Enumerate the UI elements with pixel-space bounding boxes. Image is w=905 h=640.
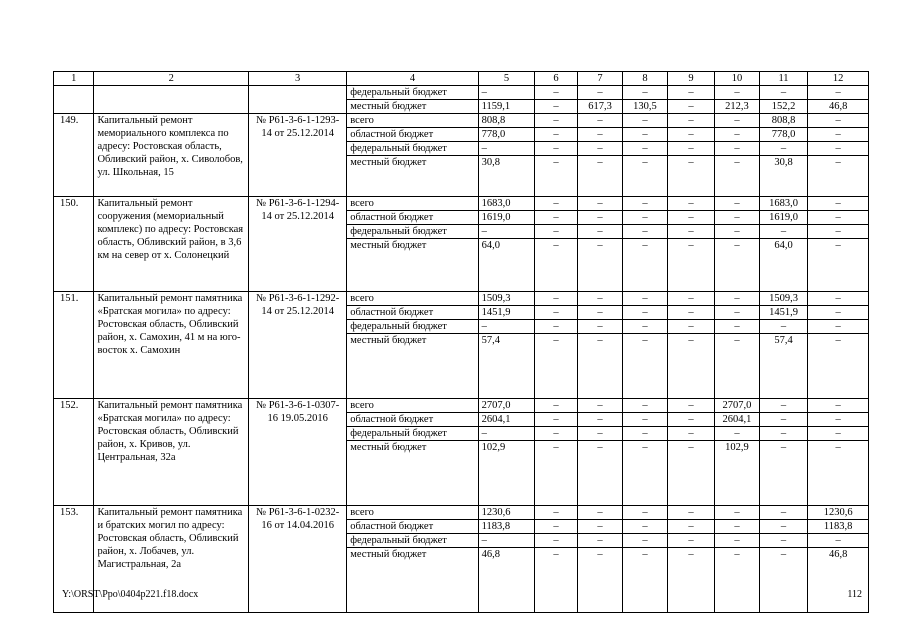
- header-cell: 9: [667, 72, 715, 86]
- value-cell: –: [667, 156, 715, 197]
- value-cell: –: [759, 441, 808, 506]
- value-cell: –: [577, 156, 623, 197]
- value-cell: –: [715, 520, 759, 534]
- funding-type-cell: областной бюджет: [347, 128, 478, 142]
- value-cell: –: [808, 441, 869, 506]
- name-cell: [94, 86, 249, 114]
- value-cell: –: [623, 427, 667, 441]
- value-cell: –: [535, 292, 577, 306]
- value-cell: –: [808, 197, 869, 211]
- value-cell: –: [667, 128, 715, 142]
- footer-file-path: Y:\ORST\Ppo\0404p221.f18.docx: [62, 589, 199, 600]
- value-cell: 64,0: [478, 239, 535, 292]
- value-cell: –: [535, 534, 577, 548]
- value-cell: –: [535, 211, 577, 225]
- header-cell: 6: [535, 72, 577, 86]
- value-cell: –: [715, 534, 759, 548]
- value-cell: –: [715, 334, 759, 399]
- value-cell: –: [715, 114, 759, 128]
- value-cell: –: [577, 142, 623, 156]
- value-cell: –: [667, 334, 715, 399]
- value-cell: –: [759, 534, 808, 548]
- value-cell: –: [577, 534, 623, 548]
- value-cell: –: [808, 225, 869, 239]
- value-cell: –: [667, 399, 715, 413]
- value-cell: –: [623, 320, 667, 334]
- value-cell: –: [667, 506, 715, 520]
- funding-type-cell: федеральный бюджет: [347, 225, 478, 239]
- header-cell: 1: [54, 72, 94, 86]
- value-cell: –: [808, 292, 869, 306]
- value-cell: –: [535, 427, 577, 441]
- funding-type-cell: областной бюджет: [347, 520, 478, 534]
- value-cell: –: [623, 506, 667, 520]
- header-cell: 12: [808, 72, 869, 86]
- entry-number: 150.: [54, 197, 94, 292]
- value-cell: 1619,0: [478, 211, 535, 225]
- value-cell: –: [577, 427, 623, 441]
- value-cell: –: [808, 128, 869, 142]
- value-cell: –: [759, 413, 808, 427]
- entry-document: № Р61-3-6-1-0232-16 от 14.04.2016: [249, 506, 347, 613]
- header-cell: 3: [249, 72, 347, 86]
- value-cell: –: [667, 239, 715, 292]
- funding-type-cell: областной бюджет: [347, 306, 478, 320]
- value-cell: –: [535, 142, 577, 156]
- value-cell: –: [715, 211, 759, 225]
- entry-document: № Р61-3-6-1-1292-14 от 25.12.2014: [249, 292, 347, 399]
- value-cell: –: [577, 413, 623, 427]
- value-cell: 212,3: [715, 100, 759, 114]
- value-cell: 1509,3: [759, 292, 808, 306]
- value-cell: –: [759, 320, 808, 334]
- footer-page-number: 112: [847, 589, 862, 600]
- value-cell: –: [577, 548, 623, 613]
- value-cell: –: [535, 225, 577, 239]
- value-cell: –: [759, 506, 808, 520]
- value-cell: –: [535, 114, 577, 128]
- value-cell: –: [808, 320, 869, 334]
- value-cell: 778,0: [759, 128, 808, 142]
- value-cell: 1619,0: [759, 211, 808, 225]
- value-cell: –: [715, 128, 759, 142]
- entry-name: Капитальный ремонт памятника «Братская могила» по адресу: Ростовская область, Обливский район, х. Самохин, 41 м на юго-восток х. Самохин: [94, 292, 249, 399]
- value-cell: 808,8: [759, 114, 808, 128]
- value-cell: 617,3: [577, 100, 623, 114]
- value-cell: –: [623, 114, 667, 128]
- value-cell: –: [577, 320, 623, 334]
- value-cell: 2707,0: [478, 399, 535, 413]
- value-cell: –: [759, 142, 808, 156]
- value-cell: –: [535, 306, 577, 320]
- value-cell: 2604,1: [478, 413, 535, 427]
- entry-name: Капитальный ремонт мемориального комплекса по адресу: Ростовская область, Обливский район, х. Сиволобов, ул. Школьная, 15: [94, 114, 249, 197]
- value-cell: –: [478, 225, 535, 239]
- value-cell: –: [808, 427, 869, 441]
- value-cell: –: [808, 399, 869, 413]
- value-cell: –: [667, 100, 715, 114]
- funding-type-cell: всего: [347, 292, 478, 306]
- value-cell: 1683,0: [478, 197, 535, 211]
- table-row: [54, 506, 869, 520]
- value-cell: –: [808, 211, 869, 225]
- value-cell: –: [577, 399, 623, 413]
- value-cell: –: [623, 334, 667, 399]
- value-cell: 30,8: [759, 156, 808, 197]
- value-cell: –: [577, 128, 623, 142]
- table-row: [54, 292, 869, 306]
- funding-type-cell: федеральный бюджет: [347, 534, 478, 548]
- value-cell: 1451,9: [759, 306, 808, 320]
- value-cell: –: [577, 225, 623, 239]
- header-cell: 2: [94, 72, 249, 86]
- value-cell: –: [535, 441, 577, 506]
- entry-document: № Р61-3-6-1-1293-14 от 25.12.2014: [249, 114, 347, 197]
- value-cell: –: [623, 86, 667, 100]
- value-cell: –: [667, 225, 715, 239]
- value-cell: –: [623, 548, 667, 613]
- value-cell: –: [623, 399, 667, 413]
- value-cell: –: [478, 142, 535, 156]
- value-cell: –: [577, 506, 623, 520]
- funding-type-cell: местный бюджет: [347, 441, 478, 506]
- funding-type-cell: местный бюджет: [347, 156, 478, 197]
- value-cell: –: [478, 534, 535, 548]
- value-cell: 1230,6: [478, 506, 535, 520]
- value-cell: 1183,8: [478, 520, 535, 534]
- value-cell: –: [535, 399, 577, 413]
- doc-cell: [249, 86, 347, 114]
- value-cell: –: [623, 292, 667, 306]
- header-cell: 5: [478, 72, 535, 86]
- value-cell: –: [715, 427, 759, 441]
- value-cell: 1183,8: [808, 520, 869, 534]
- funding-type-cell: местный бюджет: [347, 334, 478, 399]
- value-cell: –: [759, 225, 808, 239]
- value-cell: –: [535, 520, 577, 534]
- value-cell: –: [715, 86, 759, 100]
- funding-type-cell: всего: [347, 114, 478, 128]
- value-cell: –: [715, 239, 759, 292]
- value-cell: 64,0: [759, 239, 808, 292]
- value-cell: –: [759, 548, 808, 613]
- value-cell: –: [577, 211, 623, 225]
- value-cell: –: [535, 334, 577, 399]
- value-cell: –: [667, 292, 715, 306]
- header-cell: 8: [623, 72, 667, 86]
- value-cell: –: [623, 413, 667, 427]
- value-cell: –: [623, 239, 667, 292]
- value-cell: –: [759, 520, 808, 534]
- value-cell: –: [623, 197, 667, 211]
- value-cell: –: [715, 156, 759, 197]
- value-cell: –: [808, 86, 869, 100]
- value-cell: –: [808, 534, 869, 548]
- funding-type-cell: федеральный бюджет: [347, 86, 478, 100]
- value-cell: –: [577, 520, 623, 534]
- value-cell: 1451,9: [478, 306, 535, 320]
- value-cell: 57,4: [759, 334, 808, 399]
- table-row: [54, 114, 869, 128]
- value-cell: 1509,3: [478, 292, 535, 306]
- value-cell: 152,2: [759, 100, 808, 114]
- value-cell: –: [808, 306, 869, 320]
- value-cell: –: [535, 506, 577, 520]
- value-cell: –: [667, 520, 715, 534]
- value-cell: 102,9: [715, 441, 759, 506]
- value-cell: –: [623, 225, 667, 239]
- value-cell: –: [667, 441, 715, 506]
- funding-type-cell: местный бюджет: [347, 548, 478, 613]
- header-cell: 7: [577, 72, 623, 86]
- entry-document: № Р61-3-6-1-0307-16 19.05.2016: [249, 399, 347, 506]
- funding-type-cell: всего: [347, 506, 478, 520]
- funding-type-cell: федеральный бюджет: [347, 427, 478, 441]
- funding-type-cell: местный бюджет: [347, 239, 478, 292]
- value-cell: –: [715, 142, 759, 156]
- table-row: [54, 197, 869, 211]
- value-cell: –: [577, 197, 623, 211]
- value-cell: –: [478, 86, 535, 100]
- value-cell: –: [808, 114, 869, 128]
- funding-type-cell: областной бюджет: [347, 211, 478, 225]
- funding-type-cell: всего: [347, 197, 478, 211]
- entry-number: 149.: [54, 114, 94, 197]
- value-cell: –: [715, 306, 759, 320]
- value-cell: 778,0: [478, 128, 535, 142]
- header-cell: 11: [759, 72, 808, 86]
- value-cell: –: [759, 427, 808, 441]
- value-cell: –: [623, 441, 667, 506]
- value-cell: 808,8: [478, 114, 535, 128]
- entry-name: Капитальный ремонт памятника «Братская могила» по адресу: Ростовская область, Обливский район, х. Кривов, ул. Центральная, 32а: [94, 399, 249, 506]
- value-cell: –: [715, 506, 759, 520]
- value-cell: –: [667, 306, 715, 320]
- value-cell: –: [535, 197, 577, 211]
- budget-table: [53, 71, 869, 613]
- number-cell: [54, 86, 94, 114]
- value-cell: 2604,1: [715, 413, 759, 427]
- value-cell: –: [577, 441, 623, 506]
- value-cell: 46,8: [808, 100, 869, 114]
- value-cell: –: [667, 534, 715, 548]
- value-cell: –: [808, 413, 869, 427]
- value-cell: –: [667, 197, 715, 211]
- value-cell: –: [535, 320, 577, 334]
- value-cell: –: [759, 86, 808, 100]
- value-cell: –: [535, 86, 577, 100]
- value-cell: 102,9: [478, 441, 535, 506]
- funding-type-cell: всего: [347, 399, 478, 413]
- table-row: [54, 399, 869, 413]
- entry-number: 153.: [54, 506, 94, 613]
- value-cell: –: [715, 320, 759, 334]
- value-cell: –: [623, 534, 667, 548]
- value-cell: –: [535, 548, 577, 613]
- value-cell: –: [577, 239, 623, 292]
- value-cell: 46,8: [478, 548, 535, 613]
- value-cell: –: [667, 142, 715, 156]
- value-cell: –: [667, 320, 715, 334]
- value-cell: –: [577, 114, 623, 128]
- funding-type-cell: федеральный бюджет: [347, 320, 478, 334]
- entry-name: Капитальный ремонт памятника и братских могил по адресу: Ростовская область, Обливский район, х. Лобачев, ул. Магистральная, 2а: [94, 506, 249, 613]
- value-cell: –: [667, 114, 715, 128]
- value-cell: –: [667, 427, 715, 441]
- value-cell: 1159,1: [478, 100, 535, 114]
- value-cell: –: [623, 128, 667, 142]
- value-cell: –: [535, 413, 577, 427]
- value-cell: 1683,0: [759, 197, 808, 211]
- header-cell: 10: [715, 72, 759, 86]
- value-cell: –: [667, 548, 715, 613]
- value-cell: –: [577, 86, 623, 100]
- value-cell: –: [623, 211, 667, 225]
- value-cell: –: [623, 520, 667, 534]
- entry-number: 151.: [54, 292, 94, 399]
- value-cell: –: [667, 86, 715, 100]
- value-cell: –: [667, 413, 715, 427]
- funding-type-cell: местный бюджет: [347, 100, 478, 114]
- entry-number: 152.: [54, 399, 94, 506]
- value-cell: 130,5: [623, 100, 667, 114]
- value-cell: –: [715, 225, 759, 239]
- value-cell: 46,8: [808, 548, 869, 613]
- value-cell: –: [577, 292, 623, 306]
- value-cell: –: [715, 548, 759, 613]
- value-cell: 2707,0: [715, 399, 759, 413]
- value-cell: –: [478, 320, 535, 334]
- value-cell: –: [808, 142, 869, 156]
- value-cell: –: [535, 239, 577, 292]
- table-row: [54, 86, 869, 100]
- value-cell: –: [808, 334, 869, 399]
- value-cell: 30,8: [478, 156, 535, 197]
- value-cell: 1230,6: [808, 506, 869, 520]
- value-cell: –: [535, 156, 577, 197]
- value-cell: –: [478, 427, 535, 441]
- entry-name: Капитальный ремонт сооружения (мемориальный комплекс) по адресу: Ростовская область, Обливский район, в 3,6 км на север от х. Солонецкий: [94, 197, 249, 292]
- value-cell: –: [667, 211, 715, 225]
- header-row: [54, 72, 869, 86]
- value-cell: –: [715, 197, 759, 211]
- value-cell: –: [577, 334, 623, 399]
- value-cell: –: [715, 292, 759, 306]
- value-cell: –: [808, 156, 869, 197]
- value-cell: –: [808, 239, 869, 292]
- value-cell: 57,4: [478, 334, 535, 399]
- value-cell: –: [535, 100, 577, 114]
- funding-type-cell: областной бюджет: [347, 413, 478, 427]
- entry-document: № Р61-3-6-1-1294-14 от 25.12.2014: [249, 197, 347, 292]
- value-cell: –: [759, 399, 808, 413]
- value-cell: –: [623, 156, 667, 197]
- value-cell: –: [535, 128, 577, 142]
- funding-type-cell: федеральный бюджет: [347, 142, 478, 156]
- value-cell: –: [623, 142, 667, 156]
- header-cell: 4: [347, 72, 478, 86]
- value-cell: –: [623, 306, 667, 320]
- value-cell: –: [577, 306, 623, 320]
